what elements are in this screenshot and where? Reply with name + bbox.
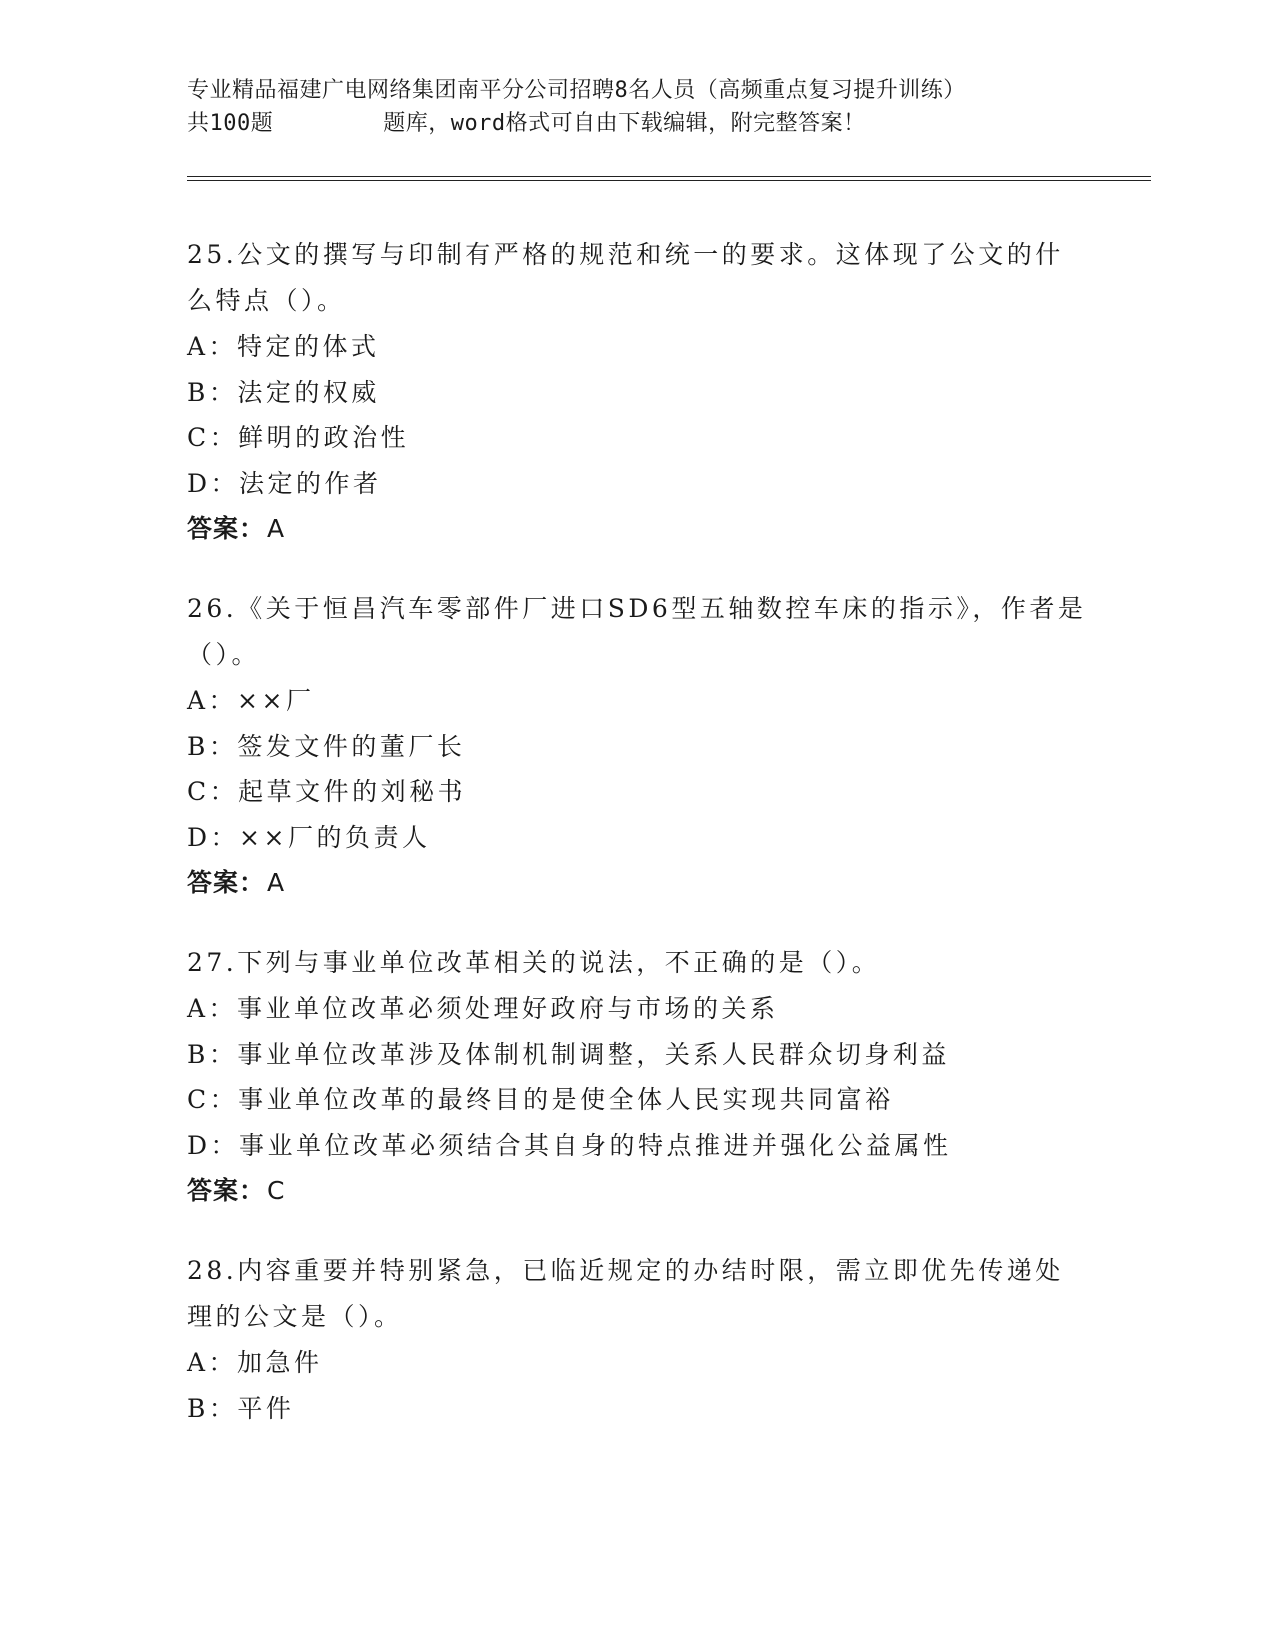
answer-label: 答案： xyxy=(187,514,266,543)
question-stem: 25.公文的撰写与印制有严格的规范和统一的要求。这体现了公文的什么特点（）。 xyxy=(187,240,1064,315)
option-b: B：签发文件的董厂长 xyxy=(187,731,466,761)
answer-label: 答案： xyxy=(187,868,266,897)
answer xyxy=(187,860,1087,906)
answer-value: A xyxy=(267,868,286,897)
question-28 xyxy=(187,1248,1087,1431)
answer xyxy=(187,1168,1087,1214)
option-c: C：事业单位改革的最终目的是使全体人民实现共同富裕 xyxy=(187,1085,894,1114)
option-d: D：事业单位改革必须结合其自身的特点推进并强化公益属性 xyxy=(187,1130,952,1160)
option-a: A：加急件 xyxy=(187,1348,323,1377)
answer-label: 答案： xyxy=(187,1176,266,1205)
answer-value: C xyxy=(267,1176,286,1205)
option-a: A：××厂 xyxy=(187,686,315,715)
header-double-rule xyxy=(187,176,1151,181)
option-d: D：××厂的负责人 xyxy=(187,822,431,852)
question-26 xyxy=(187,586,1087,906)
option-c: C：鲜明的政治性 xyxy=(187,423,410,452)
header-title: 专业精品福建广电网络集团南平分公司招聘8名人员（高频重点复习提升训练） xyxy=(187,78,966,103)
option-c: C：起草文件的刘秘书 xyxy=(187,777,467,806)
question-stem: 28.内容重要并特别紧急，已临近规定的办结时限，需立即优先传递处理的公文是（）。 xyxy=(187,1256,1064,1331)
option-d: D：法定的作者 xyxy=(187,468,382,498)
option-a: A：特定的体式 xyxy=(187,332,380,361)
option-b: B：平件 xyxy=(187,1393,295,1423)
option-a: A：事业单位改革必须处理好政府与市场的关系 xyxy=(187,994,779,1023)
question-stem: 26.《关于恒昌汽车零部件厂进口SD6型五轴数控车床的指示》，作者是（）。 xyxy=(187,594,1087,669)
option-b: B：事业单位改革涉及体制机制调整，关系人民群众切身利益 xyxy=(187,1039,950,1069)
question-27 xyxy=(187,940,1087,1214)
question-stem: 27.下列与事业单位改革相关的说法，不正确的是（）。 xyxy=(187,948,881,977)
header-subtitle: 共100题 题库，word格式可自由下载编辑，附完整答案！ xyxy=(187,111,866,136)
answer xyxy=(187,506,1087,552)
question-list xyxy=(187,232,1087,1465)
document-header xyxy=(187,74,1087,140)
question-25 xyxy=(187,232,1087,552)
answer-value: A xyxy=(267,514,286,543)
option-b: B：法定的权威 xyxy=(187,377,380,407)
